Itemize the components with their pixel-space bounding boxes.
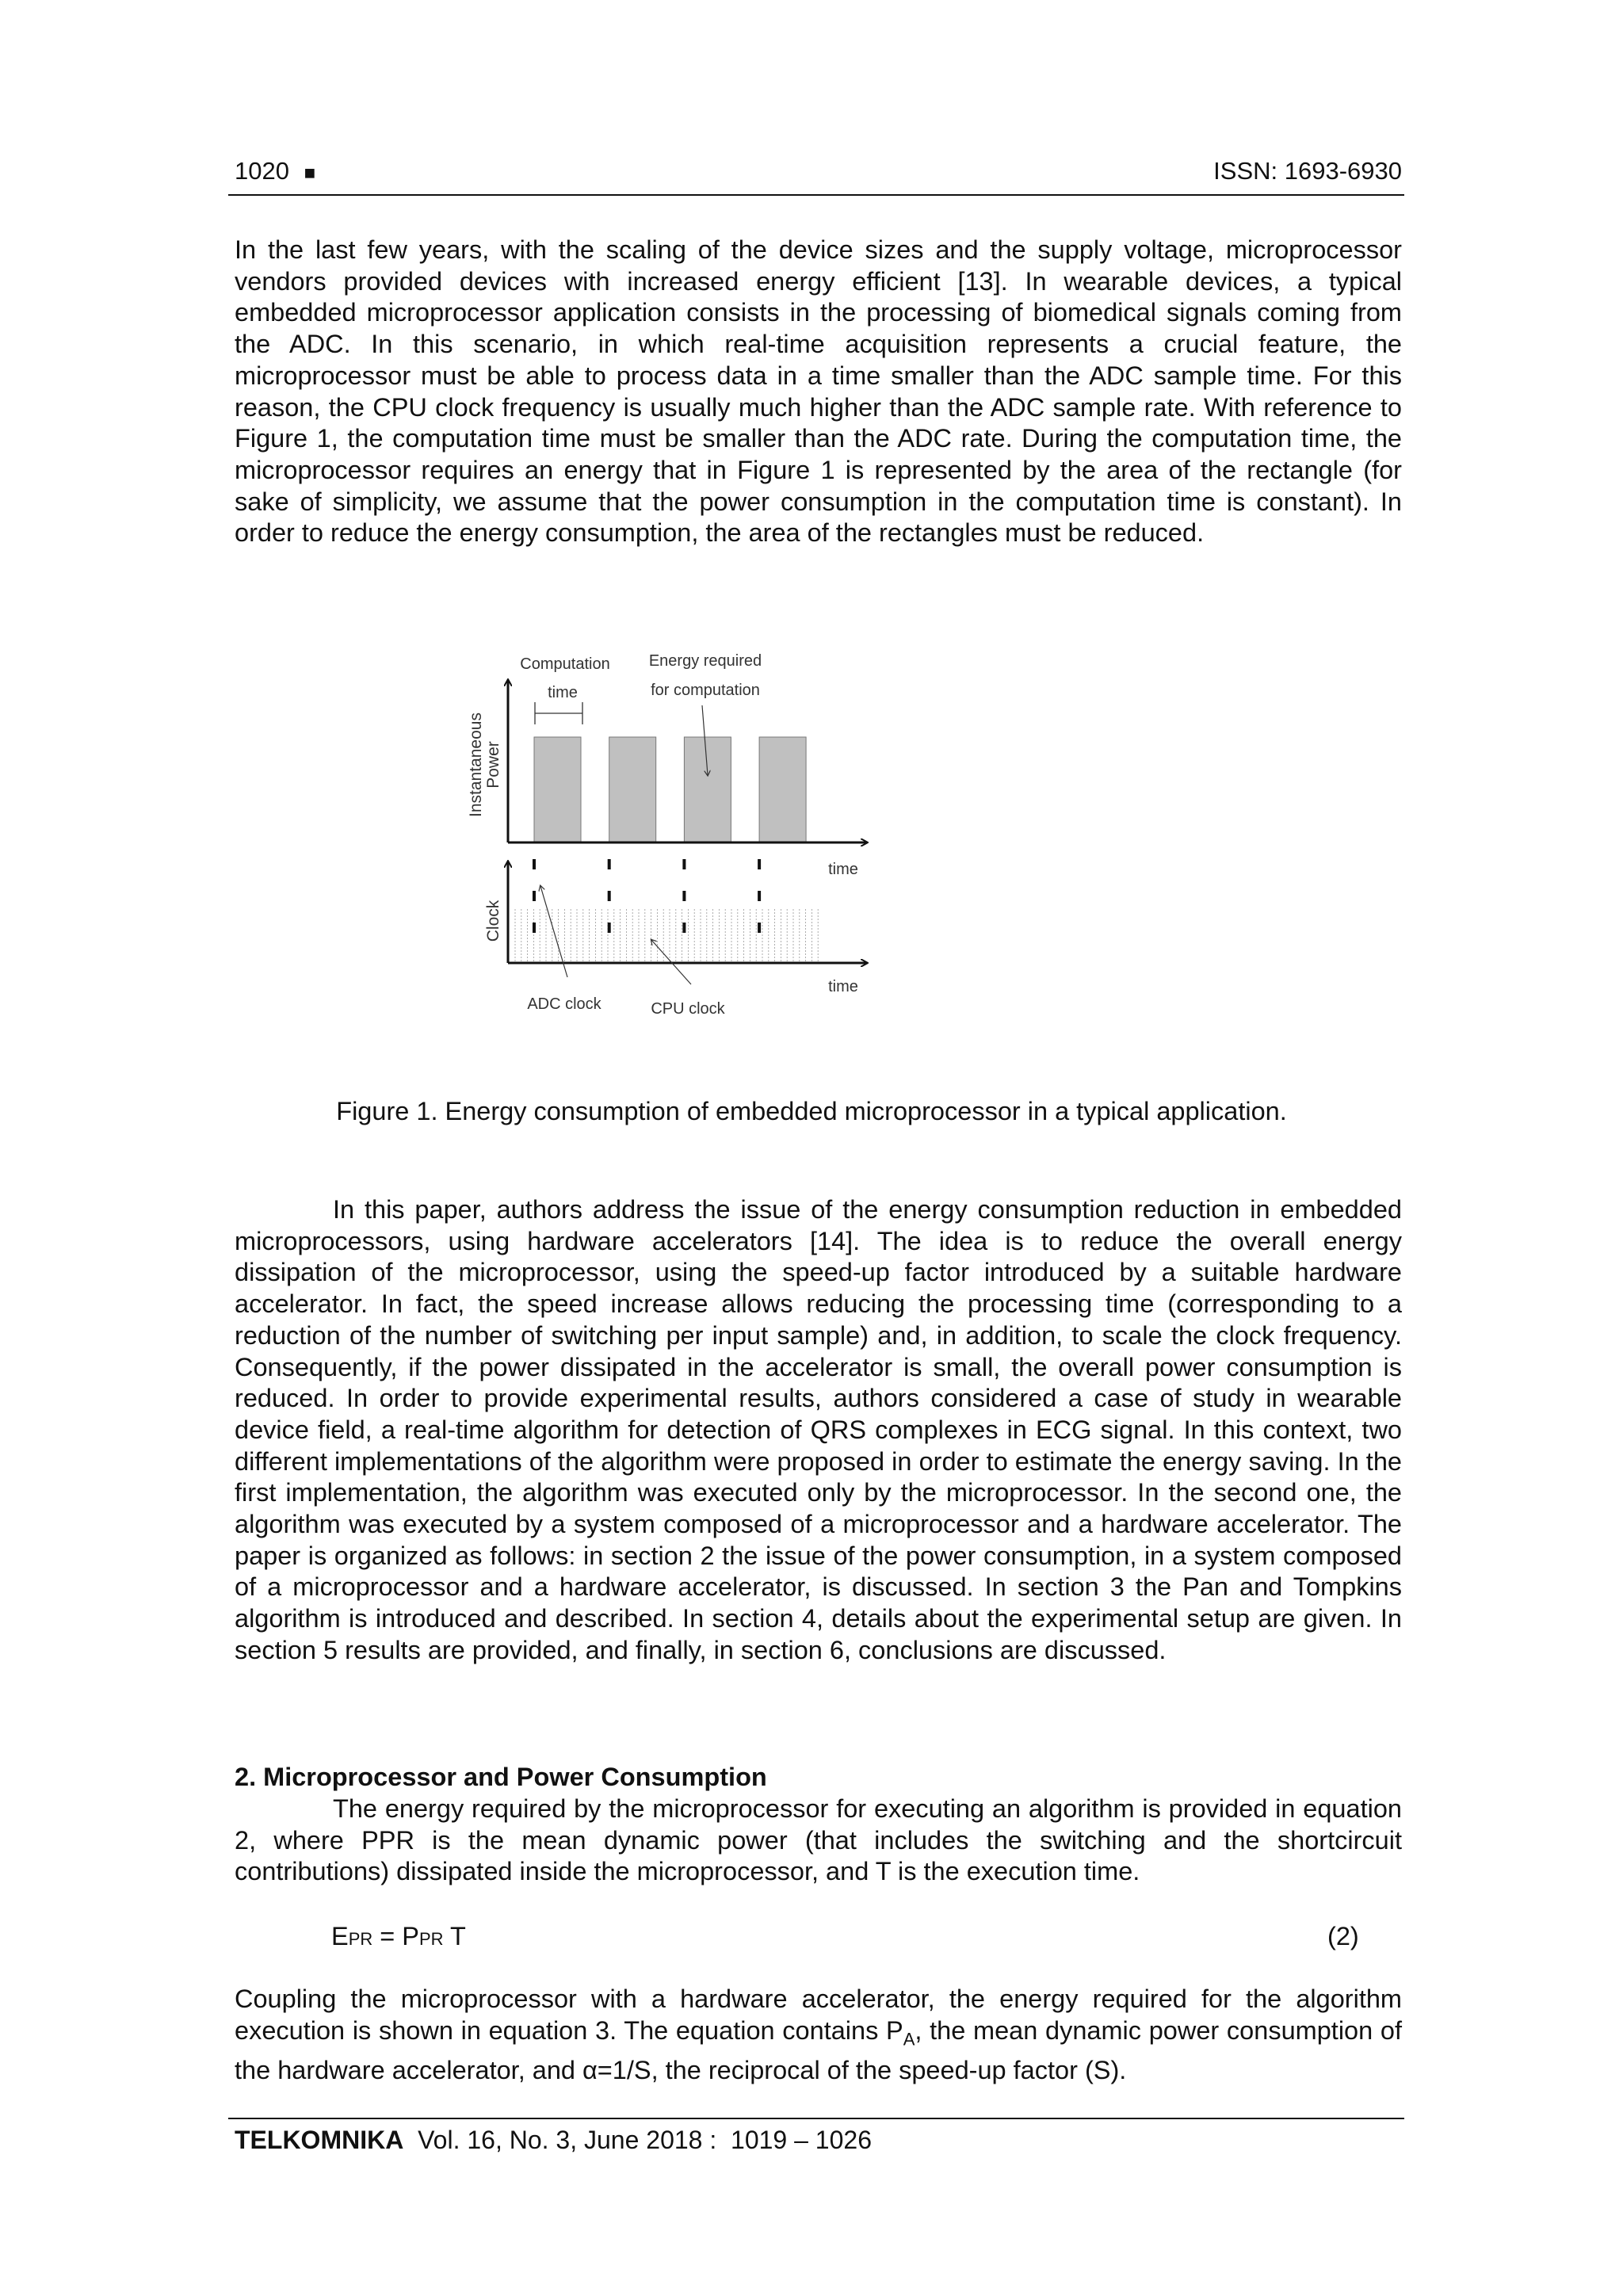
p4-after: , the mean dynamic power consumption of the hardware accelerator, and α=1/S, the reciprocal of the speed-up factor (S). (235, 2015, 1403, 2084)
page-number: 1020 (235, 157, 289, 185)
eq-e-sub: PR (348, 1929, 373, 1949)
footer-journal: TELKOMNIKA (235, 2126, 404, 2154)
eq-equals: = (372, 1922, 403, 1950)
computation-energy-bar (684, 737, 731, 842)
energy-label-1: Energy required (648, 652, 762, 670)
clock-axis-label: Clock (484, 900, 502, 942)
computation-energy-bar (609, 737, 656, 842)
eq-p: P (402, 1922, 419, 1950)
power-axis-label-1: Instantaneous (467, 712, 485, 817)
page-header-left (235, 157, 315, 185)
computation-energy-bar (534, 737, 581, 842)
paragraph-4 (235, 1984, 1402, 2087)
p4-sub: A (903, 2029, 915, 2050)
computation-label-1: Computation (520, 655, 610, 673)
paragraph-4-text (235, 1984, 1402, 2087)
equation-2 (331, 1922, 466, 1951)
footer-rule (228, 2118, 1404, 2119)
figure-1 (460, 634, 1173, 1078)
paragraph-1-text: In the last few years, with the scaling of the device sizes and the supply voltage, microprocessor vendors provided devices with increased energy efficient [13]. In wearable devices, a typical embedded microprocessor application consists in the processing of biomedical signals coming from the ADC. In this scenario, in which real-time acquisition represents a crucial feature, the microprocessor must be able to process data in a time smaller than the ADC sample time. For this reason, the CPU clock frequency is usually much higher than the ADC sample rate. With reference to Figure 1, the computation time must be smaller than the ADC rate. During the computation time, the microprocessor requires an energy that in Figure 1 is represented by the area of the rectangle (for sake of simplicity, we assume that the power consumption in the computation time is constant). In order to reduce the energy consumption, the area of the rectangles must be reduced. (235, 235, 1402, 548)
eq-t: T (443, 1922, 466, 1950)
bullet-icon: ■ (304, 162, 316, 184)
eq-p-sub: PR (418, 1929, 444, 1949)
paragraph-3 (235, 1794, 1402, 1888)
p4-before: Coupling the microprocessor with a hardware accelerator, the energy required for the algorithm execution is shown in equation 3. The equation contains P (235, 1985, 1402, 2045)
paragraph-2-text: In this paper, authors address the issue of the energy consumption reduction in embedded microprocessors, using hardware accelerators [14]. The idea is to reduce the overall energy dissipation of the microprocessor, using the speed-up factor introduced by a suitable hardware accelerator. In fact, the speed increase allows reducing the processing time (corresponding to a reduction of the number of switching per input sample) and, in addition, to scale the clock frequency. Consequently, if the power dissipated in the accelerator is small, the overall power consumption is reduced. In order to provide experimental results, authors considered a case of study in wearable device field, a real-time algorithm for detection of QRS complexes in ECG signal. In this context, two different implementations of the algorithm were proposed in order to estimate the energy saving. In the first implementation, the algorithm was executed only by the microprocessor. In the second one, the algorithm was executed by a system composed of a microprocessor and a hardware accelerator. The paper is organized as follows: in section 2 the issue of the power consumption, in a system composed of a microprocessor and a hardware accelerator, is discussed. In section 3 the Pan and Tompkins algorithm is introduced and described. In section 4, details about the experimental setup are given. In section 5 results are provided, and finally, in section 6, conclusions are discussed. (235, 1195, 1402, 1664)
eq-e: E (331, 1922, 349, 1950)
paragraph-2 (235, 1194, 1402, 1667)
power-axis-label-2: Power (484, 741, 502, 789)
paragraph-1 (235, 235, 1402, 549)
equation-number: (2) (1327, 1922, 1359, 1950)
footer-citation: Vol. 16, No. 3, June 2018 : 1019 – 1026 (403, 2126, 872, 2154)
header-rule (228, 194, 1404, 196)
computation-time-bracket (535, 702, 582, 724)
adc-clock-label: ADC clock (527, 995, 601, 1013)
time-label-bottom: time (828, 978, 858, 995)
time-label-top: time (828, 861, 858, 878)
computation-label-2: time (548, 684, 578, 701)
paragraph-3-text: The energy required by the microprocessor for executing an algorithm is provided in equation 2, where PPR is the mean dynamic power (that includes the switching and the shortcircuit contributions) dissipated inside the microprocessor, and T is the execution time. (235, 1794, 1402, 1886)
issn: ISSN: 1693-6930 (1213, 157, 1402, 185)
footer (235, 2126, 872, 2155)
figure-caption: Figure 1. Energy consumption of embedded microprocessor in a typical application. (336, 1097, 1287, 1125)
cpu-clock-label: CPU clock (651, 1000, 725, 1018)
computation-energy-bar (759, 737, 806, 842)
energy-label-2: for computation (651, 682, 760, 699)
section-heading: 2. Microprocessor and Power Consumption (235, 1763, 767, 1791)
